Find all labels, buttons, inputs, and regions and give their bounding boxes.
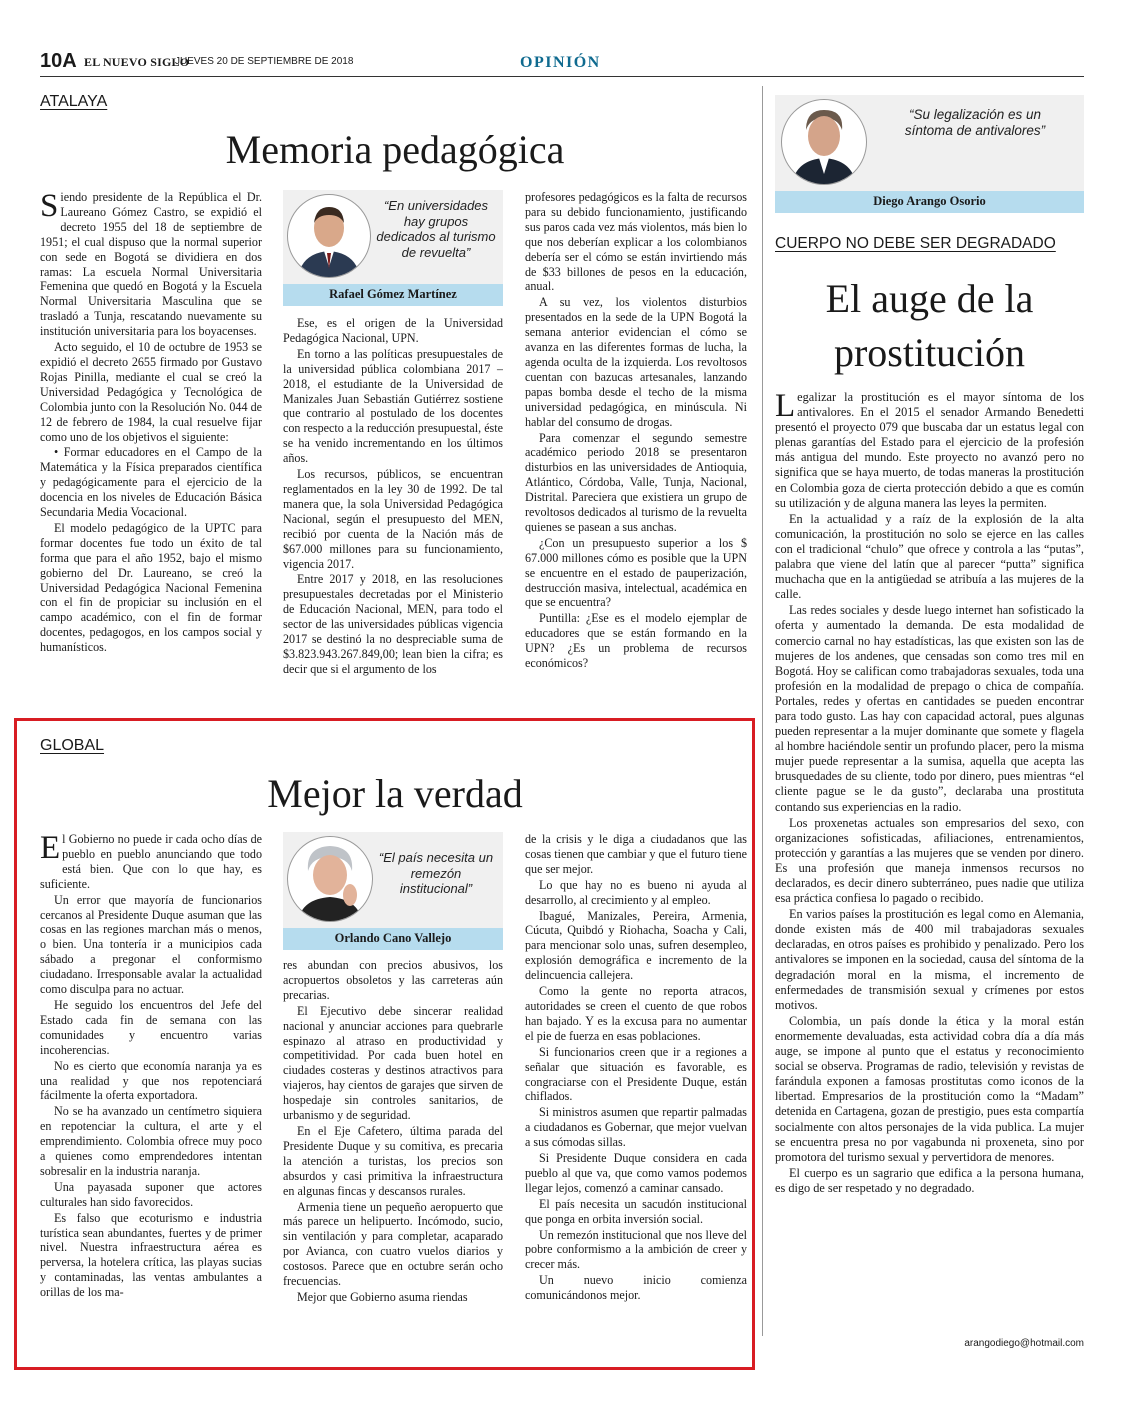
avatar	[287, 194, 371, 278]
author-name: Orlando Cano Vallejo	[283, 928, 503, 950]
paragraph: l Gobierno no puede ir cada ocho días de pueblo en pueblo anunciando que todo está bien. Que con lo que hay, es suficiente.	[40, 832, 262, 891]
avatar	[781, 99, 867, 185]
pull-quote: “El país necesita un remezón institucional”	[378, 850, 494, 896]
drop-cap: E	[40, 832, 61, 866]
issue-date: JUEVES 20 DE SEPTIEMBRE DE 2018	[175, 56, 354, 67]
paragraph: El modelo pedagógico de la UPTC para formar docentes fue todo un éxito de tal forma que para el año 1952, bajo el mismo gobierno del Dr. Laureano, se creó la Universidad Pedagógica Nacional Femenina con el fin de propiciar su inclusión en el campo académico, con el fin de formar docentes, pedagogos, en los campos social y humanísticos.	[40, 520, 262, 655]
paragraph: iendo presidente de la República el Dr. Laureano Gómez Castro, se expidió el decreto 1955 del 18 de septiembre de 1951; el cual dispuso que la normal superior con sede en Bogotá se dividiera en dos ramas: La escuela Normal Universitaria Femenina que quedó en Bogotá y la Escuela Normal Universitaria Masculina que se trasladó a Tunja, rescatando nuevamente su institución universitaria para los boyacenses.	[40, 190, 262, 339]
paragraph: Ibagué, Manizales, Pereira, Armenia, Cúcuta, Quibdó y Riohacha, Soacha y Cali, para mencionar solo unas, sufren desempleo, explosión demográfica e incremento de la delincuencia callejera.	[525, 908, 747, 983]
kicker-global: GLOBAL	[40, 737, 105, 754]
paragraph: res abundan con precios abusivos, los acropuertos obsoletos y las carreteras aún precarias.	[283, 958, 503, 1002]
headline-mejor-la-verdad: Mejor la verdad	[267, 771, 523, 816]
article-2-column-1	[40, 832, 262, 1360]
headline-line: prostitución	[833, 330, 1026, 375]
paragraph: Como la gente no reporta atracos, autoridades se creen el cuento de que robos han bajado. Y es la excusa para no aumentar el pie de fuerza en esas poblaciones.	[525, 984, 747, 1043]
paragraph: Un remezón institucional que nos lleve del pobre conformismo a la ambición de creer y crecer más.	[525, 1227, 747, 1272]
paragraph: Los recursos, públicos, se encuentran reglamentados en la ley 30 de 1992. De tal manera que, la sola Universidad Pedagógica Nacional, según el presupuesto del MEN, recibió por cuenta de la Nación más de $67.000 millones para su funcionamiento, vigencia 2017.	[283, 467, 503, 571]
article-1-column-3	[525, 190, 747, 720]
paragraph: Para comenzar el segundo semestre académico periodo 2018 se presentaron disturbios en las universidades de Antioquia, Atlántico, Córdoba, Valle, Tunja, Nacional, Distrital. Pareciera que existiera un grupo de revoltosos dedicados al turismo de la revuelta quienes se pasean a sus anchas.	[525, 430, 747, 534]
paragraph: En varios países la prostitución es legal como en Alemania, donde existen más de 400 mil trabajadoras sexuales declaradas, en otros países es prohibido y penalizado. Pero los antivalores se imponen en la sociedad, causa del síntoma de la degradación moral en la misma, el incremento de enfermedades de transmisión sexual y crímenes por estos motivos.	[775, 907, 1084, 1012]
author-box-cano	[283, 832, 503, 950]
masthead-rule	[40, 76, 1084, 77]
paragraph: Lo que hay no es bueno ni ayuda al desarrollo, al crecimiento y al empleo.	[525, 877, 747, 907]
paragraph: ¿Con un presupuesto superior a los $ 67.000 millones cómo es posible que la UPN se encuentre en el estado de pauperización, destrucción masiva, intelectual, académica en que se encuentra?	[525, 535, 747, 610]
author-portrait-icon	[288, 195, 370, 277]
paragraph: Una payasada suponer que actores culturales han sido favorecidos.	[40, 1179, 262, 1209]
paragraph: Si funcionarios creen que ir a regiones a señalar que situación es favorable, es congraciarse con el Presidente Duque, están chiflados.	[525, 1044, 747, 1104]
kicker-atalaya: ATALAYA	[40, 93, 108, 110]
paragraph: Armenia tiene un pequeño aeropuerto que más parece un helipuerto. Incómodo, sucio, sin ventilación y para completar, acaparado por Avianca, con cuatro vuelos diarios y costosos. Parece que en octubre serán ocho frecuencias.	[283, 1199, 503, 1289]
paragraph: Mejor que Gobierno asuma riendas	[297, 1289, 468, 1304]
author-box-arango	[775, 95, 1084, 213]
paragraph: Es falso que ecoturismo e industria turística sean abundantes, fuertes y de primer nivel. Nuestra infraestructura aérea es perversa, la hotelera crítica, las playas sucias y contaminadas, las ventas ambulantes a orillas de los ma-	[40, 1210, 262, 1300]
paragraph: Un error que mayoría de funcionarios cercanos al Presidente Duque asuman que las cosas en las regiones marchan más o menos, o bien. Una tontería ir a municipios cada sábado a pregonar el conformismo ciudadano. Irresponsable avalar la actualidad como disculpa para no actuar.	[40, 892, 262, 997]
paragraph: Colombia, un país donde la ética y la moral están enormemente devaluadas, esta actividad cobra día a día más auge, se impone al punto que el estatus y reconocimiento social se observa. Programas de radio, televisión y revistas de farándula exponen a famosas prostitutas como iconos de la libertad. Empresarios de la prostitución como la “Madam” detenida en Cartagena, gozan de prestigio, pues esta compartía socialmente con altos personajes de la vida publica. La mujer se encuentra presa no por vagabunda ni proxeneta, sino por promotora del turismo sexual y pervertidora de menores.	[775, 1013, 1084, 1164]
masthead	[40, 50, 1084, 76]
article-2-column-2	[283, 958, 503, 1360]
paragraph: En el Eje Cafetero, última parada del Presidente Duque y su comitiva, es precaria la atención a turistas, los precios son absurdos y casi primitiva la infraestructura en algunas fincas y descansos rurales.	[283, 1123, 503, 1198]
article-1-column-1	[40, 190, 262, 720]
paragraph: Entre 2017 y 2018, en las resoluciones presupuestales decretadas por el Ministerio de Educación Nacional, MEN, para todo el sector de las universidades públicas vigencia 2017 se destinó la no despreciable suma de $3.823.943.267.849,00; lean bien la cifra; es decir que si el argumento de los	[283, 572, 503, 676]
paragraph: Las redes sociales y desde luego internet han sofisticado la oferta y aumentado la demanda. De esta modalidad de comercio carnal no hay estadísticas, las que existen son las de mujeres de los andenes, que censadas son como tres mil en Bogotá. Hoy se califican como trabajadoras sexuales, toda una profesión en la modalidad de prepago o chica de compañía. Portales, redes y ofertas en cantidades se pueden encontrar para todo gusto. Las hay con capacidad actoral, pues algunas pueden representar a la mujer dominante que somete y flagela al hombre haciéndole sentir un profundo placer, pero la misma mujer puede representar a la sumisa, aquella que acepta las brusquedades de su cliente, todo por dinero, pues mientras “el cliente pague se le da gusto”, declaraba una prostituta contando sus experiencias en la radio.	[775, 603, 1084, 814]
paragraph: He seguido los encuentros del Jefe del Estado cada fin de semana con las comunidades y encuentro varias incoherencias.	[40, 997, 262, 1057]
author-box-gomez	[283, 190, 503, 306]
pull-quote: “En universidades hay grupos dedicados al turismo de revuelta”	[376, 198, 496, 260]
author-email: arangodiego@hotmail.com	[964, 1338, 1084, 1349]
paragraph: Si Presidente Duque considera en cada pueblo al que va, que como vamos podemos llegar lejos, comenzó a caminar cansado.	[525, 1151, 747, 1195]
headline-memoria: Memoria pedagógica	[225, 127, 565, 172]
paragraph: En torno a las políticas presupuestales de la universidad pública colombiana 2017 – 2018, el estudiante de la Universidad de Manizales Juan Sebastián Gutiérrez sostiene que contrario al postulado de los docentes con respecto a la reducción presupuestal, éste se ha venido incrementando en los últimos años.	[283, 346, 503, 466]
bullet-paragraph: • Formar educadores en el Campo de la Matemática y la Física preparados científica y pedagógicamente para el ejercicio de la docencia en los niveles de Educación Básica Secundaria Media Vocacional.	[40, 445, 262, 520]
pull-quote: “Su legalización es un síntoma de antivalores”	[904, 107, 1046, 138]
section-name: OPINIÓN	[520, 54, 601, 71]
paragraph: En la actualidad y a raíz de la explosión de la alta comunicación, la prostitución no solo se ejerce en las calles con el tradicional “chulo” que ofrece y controla a las “putas”, palabra que viene del latín que al parecer “putta” significa muchacha que en la antigüedad se atribuía a las mujeres de la calle.	[775, 511, 1084, 602]
paragraph: Puntilla: ¿Ese es el modelo ejemplar de educadores que se están formando en la UPN? ¿Es un problema de recursos económicos?	[525, 611, 747, 671]
headline-line: El auge de la	[825, 276, 1034, 321]
author-name: Rafael Gómez Martínez	[283, 284, 503, 306]
author-portrait-icon	[288, 837, 372, 921]
kicker-cuerpo: CUERPO NO DEBE SER DEGRADADO	[775, 235, 1056, 252]
author-portrait-icon	[782, 100, 866, 184]
avatar	[287, 836, 373, 922]
article-3-column	[775, 390, 1084, 1332]
paragraph: El cuerpo es un sagrario que edifica a la persona humana, es digo de ser respetado y no degradado.	[775, 1165, 1084, 1195]
paragraph: A su vez, los violentos disturbios presentados en la sede de la UPN Bogotá la semana anterior evidencian el cómo se avanza en las diferentes formas de lucha, la agenda oculta de la izquierda. Los revoltosos cuentan con bazucas artesanales, lanzando papas bomba desde el techo de la misma universidad pedagógica, en minúscula. Ni hablar del consumo de drogas.	[525, 295, 747, 429]
paragraph: Acto seguido, el 10 de octubre de 1953 se expidió el decreto 2655 firmado por Gustavo Rojas Pinilla, mediante el cual se creó la Universidad Pedagógica y Tecnológica de Colombia junto con la Resolución No. 044 de 12 de febrero de 1984, la cual resuelve fijar como uno de los objetivos el siguiente:	[40, 340, 262, 444]
paragraph: El país necesita un sacudón institucional que ponga en orbita inversión social.	[525, 1196, 747, 1226]
column-divider	[762, 86, 763, 1336]
paragraph: No es cierto que economía naranja ya es una realidad y que nos repotenciará fácilmente la oferta exportadora.	[40, 1058, 262, 1103]
drop-cap: S	[40, 190, 59, 224]
article-2-column-3	[525, 832, 747, 1360]
author-name: Diego Arango Osorio	[775, 191, 1084, 213]
headline-prostitucion	[775, 272, 1084, 380]
paragraph: No se ha avanzado un centímetro siquiera en repotenciar la cultura, el arte y el emprendimiento. Colombia ofrece muy poco a quienes como emprendedores intentan sobresalir en la industria naranja.	[40, 1104, 262, 1178]
paragraph: El Ejecutivo debe sincerar realidad nacional y anunciar acciones para quebrarle espinazo al atraso en productividad y competitividad. Por cada buen hotel en ciudades costeras y destinos atractivos para viajeros, hay cientos de garajes que sirven de hospedaje sin controles sanitarios, de urbanismo y de seguridad.	[283, 1003, 503, 1123]
paragraph: profesores pedagógicos es la falta de recursos para su debido funcionamiento, justificando sus paros cada vez más violentos, más bien lo que nos deberían explicar a los colombianos debería ser el cómo se están invirtiendo más de $33 billones de pesos en la educación, anual.	[525, 190, 747, 294]
article-1-column-2	[283, 316, 503, 720]
paragraph: Ese, es el origen de la Universidad Pedagógica Nacional, UPN.	[283, 316, 503, 345]
page-number: 10A	[40, 50, 77, 72]
paragraph: Un nuevo inicio comienza comunicándonos mejor.	[525, 1273, 747, 1303]
newspaper-name: EL NUEVO SIGLO	[84, 55, 190, 69]
paragraph: Los proxenetas actuales son empresarios del sexo, con organizaciones sofisticadas, afiliaciones, entrenamientos, protección y garantías a las mujeres que se venden por dinero. Es una profesión que maneja inmensos recursos no declarados, es decir dinero subterráneo, pues nadie que utiliza esa práctica confiesa lo pagado o recibido.	[775, 815, 1084, 906]
paragraph: egalizar la prostitución es el mayor síntoma de los antivalores. En el 2015 el senador Armando Benedetti presentó el proyecto 079 que buscaba dar un estatus legal con plenas garantías del Estado para el ejercicio de la profesión más antigua del mundo. Este proyecto no avanzó pero no significa que se haya muerto, de todas maneras la prostitución en Colombia goza de cierta protección debido a que es común su utilización y de alguna manera las leyes la permiten.	[775, 390, 1084, 510]
paragraph: de la crisis y le diga a ciudadanos que las cosas tienen que cambiar y que el futuro tiene que ser mejor.	[525, 832, 747, 876]
paragraph: Si ministros asumen que repartir palmadas a ciudadanos es Gobernar, que mejor vuelvan a sus cómodas sillas.	[525, 1105, 747, 1150]
drop-cap: L	[775, 390, 796, 424]
